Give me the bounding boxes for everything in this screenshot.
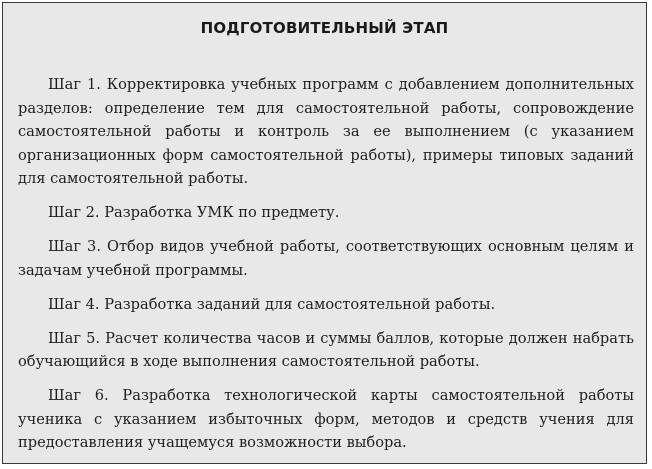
page-title: ПОДГОТОВИТЕЛЬНЫЙ ЭТАП: [200, 19, 449, 37]
step-paragraph-1: Шаг 1. Корректировка учебных программ с добавлением дополнительных разделов: определение тем для самостоятельной работы, сопровождение самостоятельной работы и контроль за ее выполнением (с указанием организационных форм самостоятельной работы), примеры типовых заданий для самостоятельной работы.: [18, 76, 634, 187]
step-paragraph-2: Шаг 2. Разработка УМК по предмету.: [48, 204, 340, 221]
step-paragraph-5: Шаг 5. Расчет количества часов и суммы баллов, которые должен набрать обучающийся в ходе выполнения самостоятельной работы.: [18, 329, 634, 370]
step-paragraph-6: Шаг 6. Разработка технологической карты самостоятельной работы ученика с указанием избыточных форм, методов и средств учения для предоставления учащемуся возможности выбора.: [18, 387, 634, 451]
step-paragraph-4: Шаг 4. Разработка заданий для самостоятельной работы.: [48, 295, 496, 313]
document-frame: [2, 2, 647, 464]
step-paragraph-3: Шаг 3. Отбор видов учебной работы, соответствующих основным целям и задачам учебной программы.: [18, 238, 634, 279]
steps-list: [18, 73, 634, 465]
